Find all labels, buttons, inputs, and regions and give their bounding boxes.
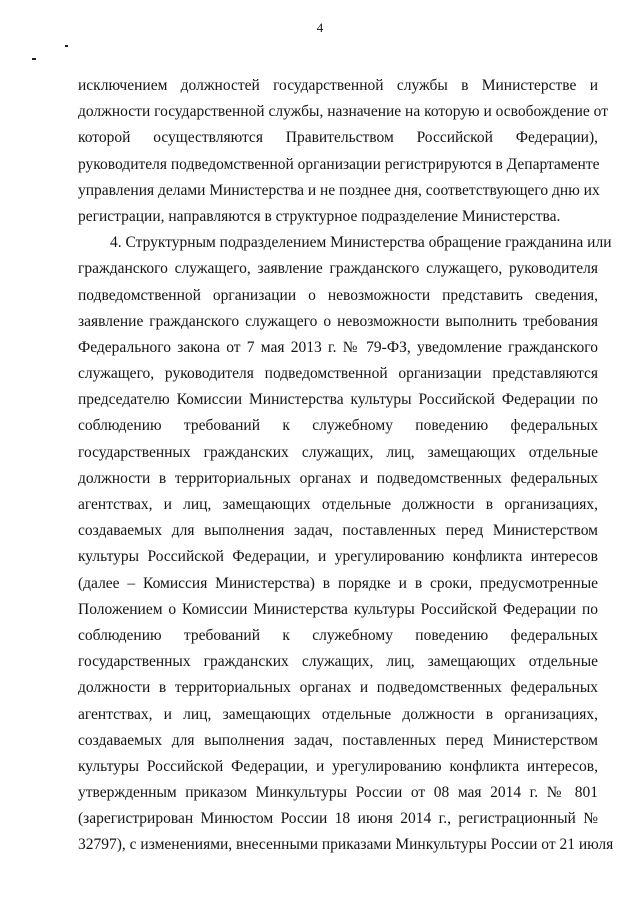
text-line: создаваемых для выполнения задач, поставленных перед Министерством (78, 731, 598, 749)
document-body (78, 73, 614, 859)
scan-mark (32, 58, 36, 60)
text-line: государственных гражданских служащих, лиц, замещающих отдельные (78, 443, 598, 461)
text-line: регистрации, направляются в структурное подразделение Министерства. (78, 207, 561, 225)
text-line: председателю Комиссии Министерства культуры Российской Федерации по (78, 391, 598, 409)
text-line: соблюдению требований к служебному поведению федеральных (78, 626, 598, 644)
text-line: гражданского служащего, заявление гражданского служащего, руководителя (78, 260, 598, 278)
text-line: которой осуществляются Правительством Российской Федерации), (78, 129, 598, 147)
text-line: соблюдению требований к служебному поведению федеральных (78, 417, 598, 435)
text-line: управления делами Министерства и не позднее дня, соответствующего дню их (78, 181, 600, 199)
text-line: должности в территориальных органах и подведомственных федеральных (78, 679, 598, 697)
text-line: агентствах, и лиц, замещающих отдельные должности в организациях, (78, 496, 598, 513)
text-line: культуры Российской Федерации, и урегулированию конфликта интересов, (78, 757, 598, 775)
text-line: государственных гражданских служащих, лиц, замещающих отдельные (78, 653, 598, 671)
text-line: культуры Российской Федерации, и урегулированию конфликта интересов (78, 548, 598, 566)
text-line: (далее – Комиссия Министерства) в порядке и в сроки, предусмотренные (78, 574, 598, 592)
text-line: подведомственной организации о невозможности представить сведения, (78, 286, 598, 304)
paragraph-1 (78, 73, 609, 230)
text-line: Положением о Комиссии Министерства культуры Российской Федерации по (78, 600, 598, 618)
text-line: (зарегистрирован Минюстом России 18 июня 2014 г., регистрационный № (78, 810, 598, 828)
text-line: должности государственной службы, назначение на которую и освобождение от (78, 103, 609, 121)
text-line: агентствах, и лиц, замещающих отдельные должности в организациях, (78, 705, 598, 723)
text-line: 32797), с изменениями, внесенными приказами Минкультуры России от 21 июля (78, 836, 614, 854)
text-line: Федерального закона от 7 мая 2013 г. № 79-ФЗ, уведомление гражданского (78, 338, 598, 356)
text-line: должности в территориальных органах и подведомственных федеральных (78, 469, 598, 487)
text-line: заявление гражданского служащего о невозможности выполнить требования (78, 312, 598, 330)
paragraph-2 (78, 230, 614, 859)
scan-mark (65, 45, 68, 47)
text-line: утвержденным приказом Минкультуры России от 08 мая 2014 г. № 801 (78, 784, 598, 802)
page-number: 4 (316, 20, 324, 35)
text-line: служащего, руководителя подведомственной организации представляются (78, 365, 598, 383)
text-line: исключением должностей государственной службы в Министерстве и (78, 77, 598, 94)
text-line: руководителя подведомственной организации регистрируются в Департаменте (78, 155, 600, 173)
text-line: создаваемых для выполнения задач, поставленных перед Министерством (78, 522, 598, 540)
text-line: 4. Структурным подразделением Министерства обращение гражданина или (110, 234, 612, 252)
